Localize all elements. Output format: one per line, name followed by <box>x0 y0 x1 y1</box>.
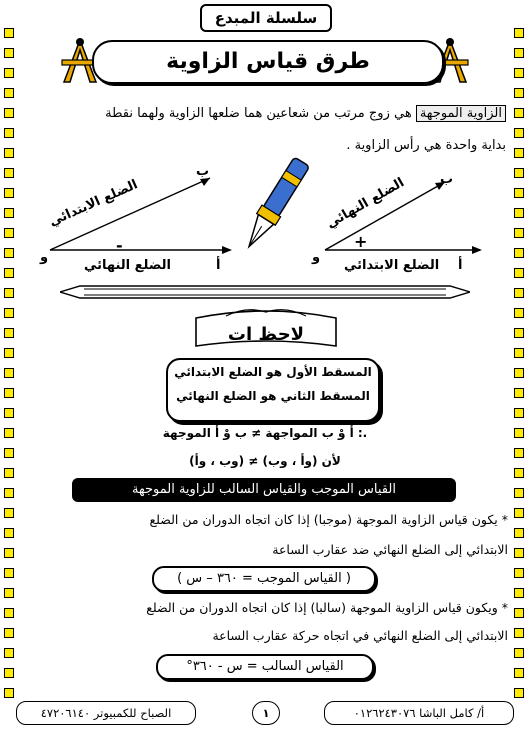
border-square <box>514 188 524 198</box>
border-square <box>514 388 524 398</box>
border-square <box>514 68 524 78</box>
border-square <box>514 408 524 418</box>
negative-line2: الابتدائي إلى الضلع النهائي في اتجاه حركة عقارب الساعة <box>212 628 508 643</box>
page-number: ١ <box>252 701 280 725</box>
note-first: المسقط الأول هو الضلع الابتدائي <box>174 365 372 379</box>
definition-text-line2: بداية واحدة هي رأس الزاوية . <box>346 138 506 153</box>
border-square <box>4 308 14 318</box>
border-square <box>4 68 14 78</box>
series-title: سلسلة المبدع <box>200 4 332 32</box>
border-square <box>514 648 524 658</box>
footer-shop: الصباح للكمبيوتر ٤٧٢٠٦١٤٠ <box>16 701 196 725</box>
border-square <box>4 528 14 538</box>
negative-line1: * ويكون قياس الزاوية الموجهة (سالبا) إذا كان اتجاه الدوران من الضلع <box>146 600 508 615</box>
border-square <box>4 548 14 558</box>
right-letter-b: ب <box>440 172 454 187</box>
border-square <box>514 508 524 518</box>
border-square <box>4 208 14 218</box>
border-square <box>514 668 524 678</box>
border-square <box>4 568 14 578</box>
border-square <box>514 488 524 498</box>
negative-formula: القياس السالب = س - ٣٦٠° <box>156 654 374 680</box>
border-square <box>4 188 14 198</box>
border-square <box>4 648 14 658</box>
border-square <box>514 628 524 638</box>
border-square <box>4 228 14 238</box>
note-second: المسقط الثاني هو الضلع النهائي <box>176 389 370 403</box>
border-square <box>4 88 14 98</box>
border-square <box>4 508 14 518</box>
border-square <box>514 548 524 558</box>
border-square <box>514 28 524 38</box>
right-letter-a: أ <box>458 258 463 273</box>
border-square <box>514 108 524 118</box>
left-side-initial: الضلع الابتدائي <box>47 177 141 230</box>
border-square <box>514 268 524 278</box>
border-square <box>4 108 14 118</box>
border-square <box>514 368 524 378</box>
border-square <box>4 488 14 498</box>
border-square <box>4 48 14 58</box>
border-square <box>4 408 14 418</box>
border-square <box>514 288 524 298</box>
border-square <box>514 428 524 438</box>
border-square <box>4 468 14 478</box>
border-square <box>514 128 524 138</box>
math-line2: لأن (وأ ، وب) ≠ (وب ، وأ) <box>189 454 341 468</box>
border-square <box>514 48 524 58</box>
border-square <box>4 328 14 338</box>
border-square <box>514 328 524 338</box>
border-square <box>4 428 14 438</box>
positive-line1: * يكون قياس الزاوية الموجهة (موجبا) إذا كان اتجاه الدوران من الضلع <box>149 512 508 527</box>
left-sign: - <box>116 236 123 255</box>
border-square <box>514 148 524 158</box>
right-vertex: و <box>312 250 321 265</box>
border-square <box>4 128 14 138</box>
border-square <box>514 688 524 698</box>
border-square <box>514 468 524 478</box>
border-square <box>514 168 524 178</box>
section-title: القياس الموجب والقياس السالب للزاوية الموجهة <box>72 478 456 502</box>
border-square <box>4 28 14 38</box>
border-square <box>4 668 14 678</box>
notes-box <box>166 358 380 422</box>
definition-text-line1: هي زوج مرتب من شعاعين هما ضلعها الزاوية ولهما نقطة <box>105 106 412 121</box>
footer <box>16 701 514 727</box>
border-square <box>4 588 14 598</box>
definition-term: الزاوية الموجهة <box>416 105 506 122</box>
border-square <box>4 288 14 298</box>
border-square <box>4 268 14 278</box>
left-vertex: و <box>40 250 49 265</box>
border-square <box>514 448 524 458</box>
left-side-terminal: الضلع النهائي <box>84 258 172 273</box>
pen-icon <box>240 150 310 260</box>
border-square <box>514 248 524 258</box>
border-square <box>4 168 14 178</box>
border-square <box>514 568 524 578</box>
border-square <box>514 88 524 98</box>
border-square <box>514 348 524 358</box>
left-letter-a: أ <box>216 258 221 273</box>
right-sign: + <box>354 232 368 251</box>
footer-author: أ/ كامل الباشا ٠١٢٦٢٤٣٠٧٦ <box>324 701 514 725</box>
notes-banner: لاحظ ات <box>227 324 305 345</box>
positive-line2: الابتدائي إلى الضلع النهائي ضد عقارب الساعة <box>272 542 508 557</box>
border-square <box>514 308 524 318</box>
ornamental-divider <box>60 285 470 299</box>
right-side-initial: الضلع الابتدائي <box>344 258 440 273</box>
left-letter-b: ب <box>196 164 210 179</box>
border-square <box>4 448 14 458</box>
border-square <box>4 368 14 378</box>
border-square <box>4 628 14 638</box>
border-square <box>4 388 14 398</box>
right-side-terminal: الضلع النهائي <box>324 175 407 232</box>
border-square <box>4 348 14 358</box>
border-square <box>514 528 524 538</box>
page-title: طرق قياس الزاوية <box>92 40 444 84</box>
border-square <box>514 608 524 618</box>
border-square <box>514 208 524 218</box>
border-square <box>514 588 524 598</box>
border-square <box>4 248 14 258</box>
border-square <box>4 688 14 698</box>
border-square <box>514 228 524 238</box>
positive-formula: ( القياس الموجب = ٣٦٠ – س ) <box>152 566 376 592</box>
math-line1: .: أ وْ ب المواجهة ≠ ب وْ أ الموجهة <box>162 426 368 440</box>
border-square <box>4 608 14 618</box>
border-square <box>4 148 14 158</box>
